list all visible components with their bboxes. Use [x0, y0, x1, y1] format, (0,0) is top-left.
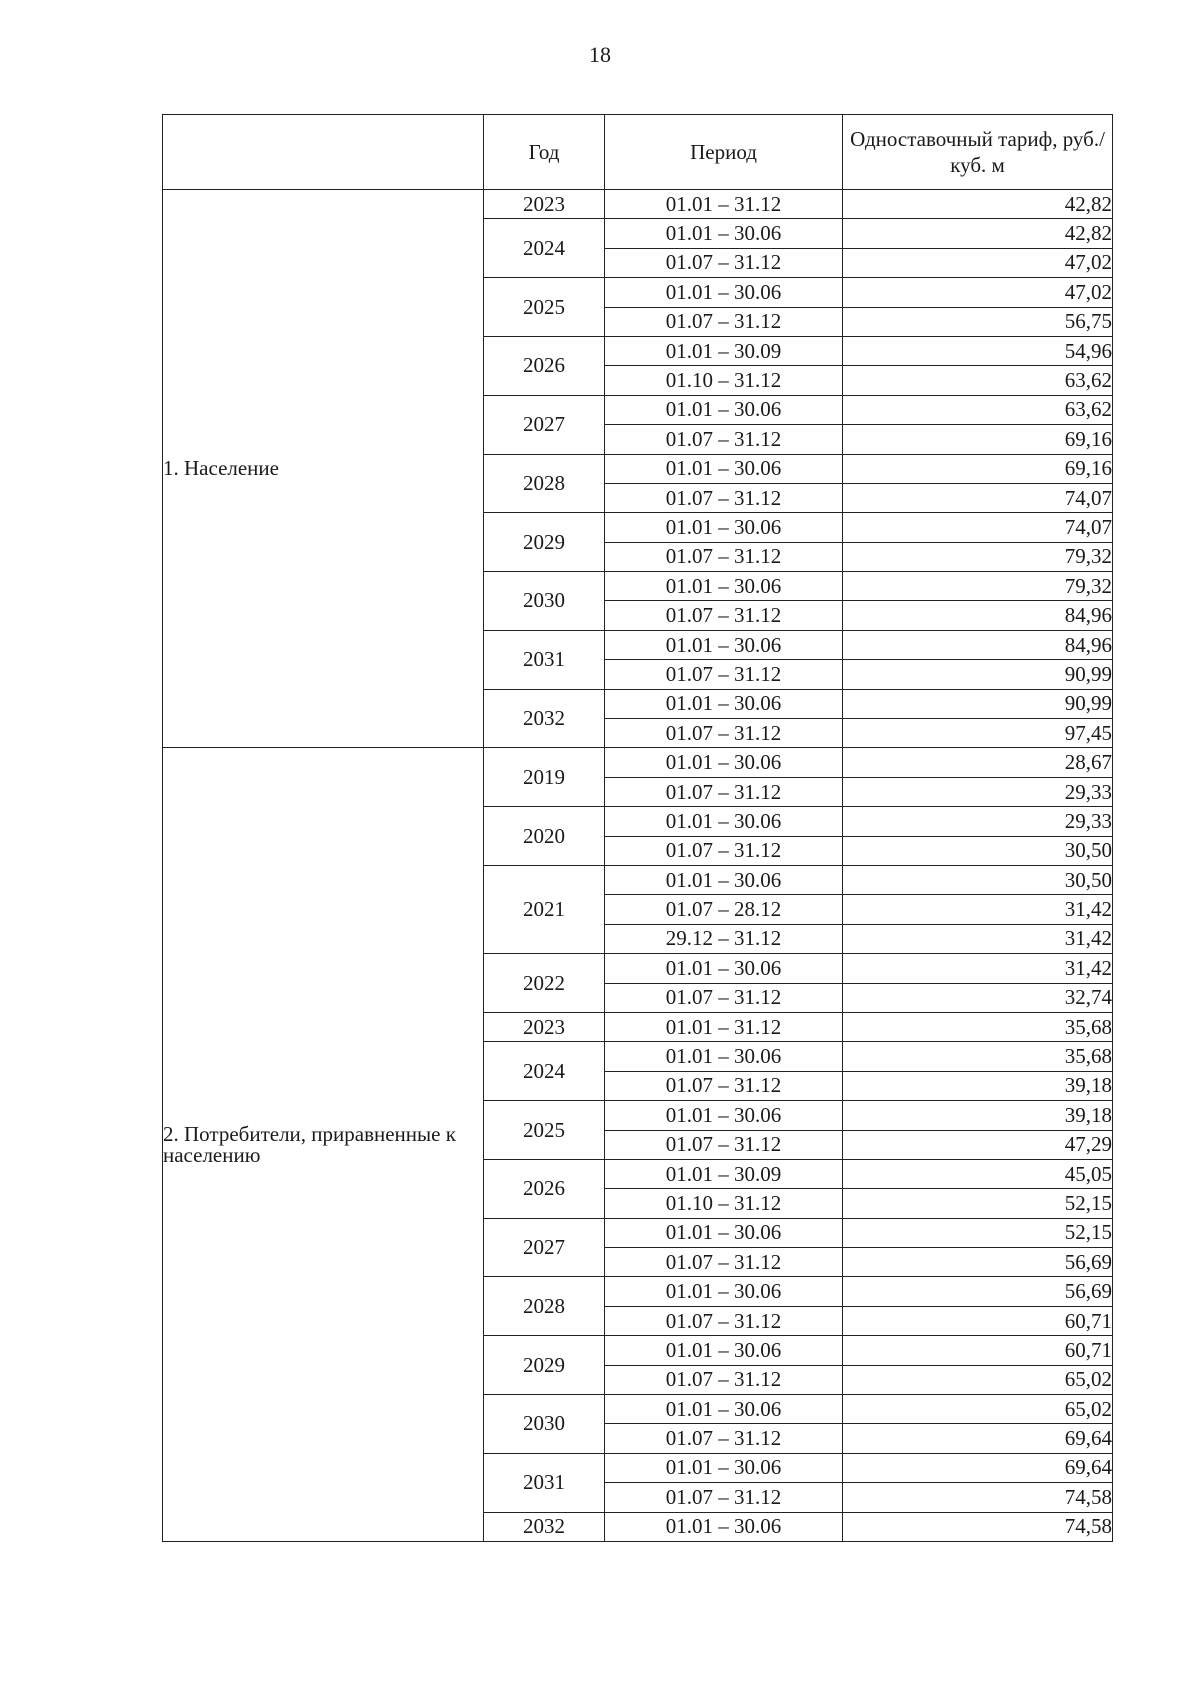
period-cell: 01.01 – 30.06 — [605, 1512, 843, 1541]
year-cell: 2024 — [484, 219, 605, 278]
tariff-cell: 84,96 — [843, 630, 1113, 659]
period-cell: 01.01 – 30.09 — [605, 1159, 843, 1188]
year-cell: 2028 — [484, 1277, 605, 1336]
tariff-cell: 56,69 — [843, 1248, 1113, 1277]
tariff-cell: 79,32 — [843, 572, 1113, 601]
period-cell: 01.01 – 30.06 — [605, 513, 843, 542]
period-cell: 01.01 – 30.06 — [605, 278, 843, 307]
table-header — [163, 115, 1113, 190]
tariff-cell: 32,74 — [843, 983, 1113, 1012]
tariff-cell: 69,16 — [843, 425, 1113, 454]
tariff-cell: 60,71 — [843, 1336, 1113, 1365]
year-cell: 2027 — [484, 1218, 605, 1277]
header-row — [163, 115, 1113, 190]
period-cell: 01.01 – 30.06 — [605, 1336, 843, 1365]
period-cell: 01.07 – 31.12 — [605, 248, 843, 277]
period-cell: 01.01 – 30.06 — [605, 689, 843, 718]
period-cell: 01.07 – 31.12 — [605, 1130, 843, 1159]
tariff-cell: 74,07 — [843, 513, 1113, 542]
year-cell: 2029 — [484, 1336, 605, 1395]
period-cell: 01.07 – 31.12 — [605, 542, 843, 571]
period-cell: 01.07 – 31.12 — [605, 1424, 843, 1453]
period-cell: 01.07 – 31.12 — [605, 660, 843, 689]
period-cell: 01.01 – 30.06 — [605, 1042, 843, 1071]
tariff-cell: 42,82 — [843, 190, 1113, 219]
header-year: Год — [484, 115, 605, 190]
tariff-cell: 54,96 — [843, 336, 1113, 365]
tariff-cell: 56,69 — [843, 1277, 1113, 1306]
tariff-cell: 42,82 — [843, 219, 1113, 248]
year-cell: 2020 — [484, 807, 605, 866]
tariff-cell: 90,99 — [843, 689, 1113, 718]
tariff-cell: 30,50 — [843, 836, 1113, 865]
year-cell: 2031 — [484, 1453, 605, 1512]
year-cell: 2019 — [484, 748, 605, 807]
period-cell: 01.07 – 31.12 — [605, 425, 843, 454]
period-cell: 01.10 – 31.12 — [605, 1189, 843, 1218]
header-tariff: Одноставочный тариф, руб./куб. м — [843, 115, 1113, 190]
period-cell: 01.07 – 31.12 — [605, 836, 843, 865]
year-cell: 2026 — [484, 1159, 605, 1218]
period-cell: 01.01 – 30.06 — [605, 865, 843, 894]
period-cell: 01.01 – 30.06 — [605, 1453, 843, 1482]
tariff-cell: 39,18 — [843, 1101, 1113, 1130]
tariff-cell: 90,99 — [843, 660, 1113, 689]
tariff-cell: 74,58 — [843, 1512, 1113, 1541]
tariff-cell: 39,18 — [843, 1071, 1113, 1100]
table-body — [163, 190, 1113, 1542]
year-cell: 2024 — [484, 1042, 605, 1101]
period-cell: 29.12 – 31.12 — [605, 924, 843, 953]
tariff-cell: 47,29 — [843, 1130, 1113, 1159]
year-cell: 2030 — [484, 572, 605, 631]
period-cell: 01.07 – 31.12 — [605, 483, 843, 512]
period-cell: 01.01 – 30.06 — [605, 1277, 843, 1306]
year-cell: 2021 — [484, 865, 605, 953]
header-period: Период — [605, 115, 843, 190]
year-cell: 2025 — [484, 278, 605, 337]
year-cell: 2031 — [484, 630, 605, 689]
tariff-cell: 30,50 — [843, 865, 1113, 894]
tariff-cell: 74,07 — [843, 483, 1113, 512]
year-cell: 2023 — [484, 190, 605, 219]
period-cell: 01.01 – 31.12 — [605, 1012, 843, 1041]
year-cell: 2029 — [484, 513, 605, 572]
header-group — [163, 115, 484, 190]
period-cell: 01.07 – 31.12 — [605, 1483, 843, 1512]
tariff-cell: 31,42 — [843, 954, 1113, 983]
table-row — [163, 190, 1113, 219]
tariff-cell: 63,62 — [843, 366, 1113, 395]
period-cell: 01.07 – 31.12 — [605, 777, 843, 806]
year-cell: 2032 — [484, 689, 605, 748]
period-cell: 01.01 – 30.09 — [605, 336, 843, 365]
period-cell: 01.01 – 30.06 — [605, 807, 843, 836]
period-cell: 01.07 – 31.12 — [605, 601, 843, 630]
tariff-cell: 56,75 — [843, 307, 1113, 336]
tariff-cell: 69,64 — [843, 1453, 1113, 1482]
tariff-cell: 60,71 — [843, 1306, 1113, 1335]
tariff-cell: 84,96 — [843, 601, 1113, 630]
tariff-cell: 29,33 — [843, 807, 1113, 836]
period-cell: 01.01 – 30.06 — [605, 630, 843, 659]
year-cell: 2023 — [484, 1012, 605, 1041]
period-cell: 01.01 – 30.06 — [605, 454, 843, 483]
period-cell: 01.01 – 30.06 — [605, 1218, 843, 1247]
period-cell: 01.07 – 31.12 — [605, 1365, 843, 1394]
year-cell: 2030 — [484, 1395, 605, 1454]
consumer-group-cell: 1. Население — [163, 190, 484, 748]
period-cell: 01.10 – 31.12 — [605, 366, 843, 395]
tariff-cell: 52,15 — [843, 1218, 1113, 1247]
tariff-cell: 47,02 — [843, 248, 1113, 277]
year-cell: 2032 — [484, 1512, 605, 1541]
year-cell: 2028 — [484, 454, 605, 513]
period-cell: 01.01 – 30.06 — [605, 954, 843, 983]
year-cell: 2027 — [484, 395, 605, 454]
tariff-cell: 28,67 — [843, 748, 1113, 777]
period-cell: 01.07 – 31.12 — [605, 1071, 843, 1100]
period-cell: 01.07 – 31.12 — [605, 1248, 843, 1277]
tariff-table — [162, 114, 1113, 1542]
tariff-cell: 47,02 — [843, 278, 1113, 307]
period-cell: 01.01 – 30.06 — [605, 1101, 843, 1130]
period-cell: 01.01 – 30.06 — [605, 219, 843, 248]
period-cell: 01.01 – 30.06 — [605, 1395, 843, 1424]
tariff-cell: 97,45 — [843, 719, 1113, 748]
tariff-cell: 31,42 — [843, 924, 1113, 953]
period-cell: 01.01 – 30.06 — [605, 572, 843, 601]
period-cell: 01.01 – 30.06 — [605, 395, 843, 424]
tariff-cell: 52,15 — [843, 1189, 1113, 1218]
tariff-cell: 35,68 — [843, 1042, 1113, 1071]
tariff-cell: 79,32 — [843, 542, 1113, 571]
period-cell: 01.07 – 31.12 — [605, 983, 843, 1012]
period-cell: 01.07 – 31.12 — [605, 1306, 843, 1335]
tariff-cell: 45,05 — [843, 1159, 1113, 1188]
tariff-cell: 63,62 — [843, 395, 1113, 424]
tariff-cell: 29,33 — [843, 777, 1113, 806]
year-cell: 2026 — [484, 336, 605, 395]
period-cell: 01.07 – 31.12 — [605, 719, 843, 748]
year-cell: 2022 — [484, 954, 605, 1013]
year-cell: 2025 — [484, 1101, 605, 1160]
period-cell: 01.07 – 31.12 — [605, 307, 843, 336]
tariff-cell: 31,42 — [843, 895, 1113, 924]
tariff-cell: 69,64 — [843, 1424, 1113, 1453]
page-number: 18 — [589, 42, 611, 67]
period-cell: 01.01 – 31.12 — [605, 190, 843, 219]
tariff-cell: 35,68 — [843, 1012, 1113, 1041]
consumer-group-cell: 2. Потребители, приравненные к населению — [163, 748, 484, 1542]
tariff-cell: 69,16 — [843, 454, 1113, 483]
tariff-cell: 74,58 — [843, 1483, 1113, 1512]
tariff-cell: 65,02 — [843, 1365, 1113, 1394]
tariff-cell: 65,02 — [843, 1395, 1113, 1424]
period-cell: 01.07 – 28.12 — [605, 895, 843, 924]
table-row — [163, 748, 1113, 777]
period-cell: 01.01 – 30.06 — [605, 748, 843, 777]
